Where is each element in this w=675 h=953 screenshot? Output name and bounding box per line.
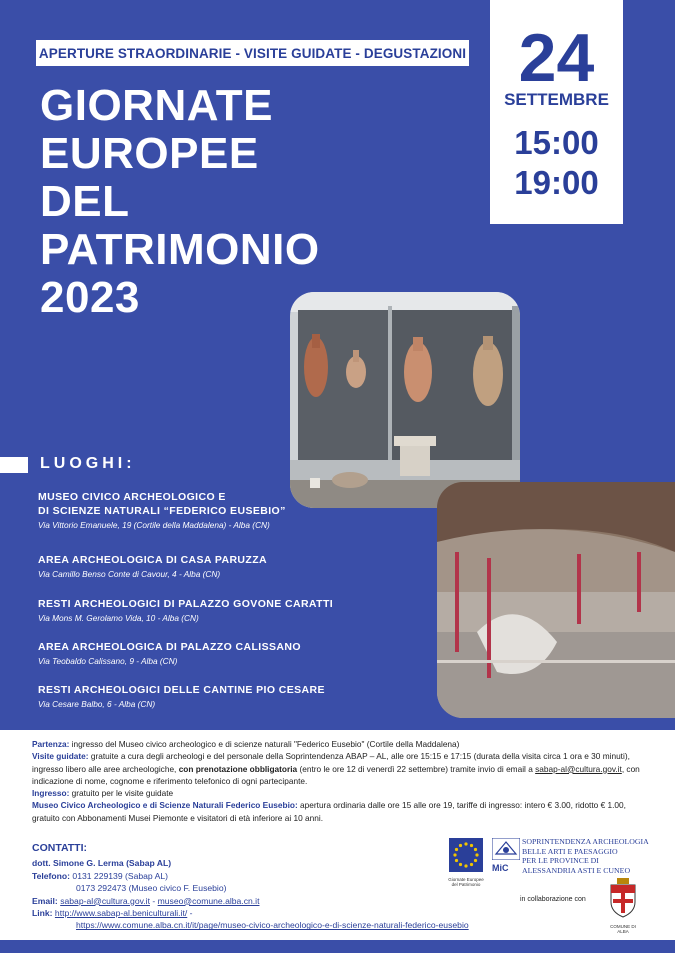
telefono-label: Telefono: [32, 870, 71, 881]
partenza-line [32, 738, 644, 750]
email-link[interactable]: museo@comune.alba.cn.it [157, 895, 260, 906]
soprintendenza-line: PER LE PROVINCE DI [522, 856, 599, 865]
title-line: 2023 [40, 273, 140, 322]
link-label: Link: [32, 908, 53, 919]
event-month: SETTEMBRE [504, 90, 609, 109]
ingresso-text: gratuito per le visite guidate [71, 788, 174, 799]
partenza-text: ingresso del Museo civico archeologico e di scienze naturali "Federico Eusebio" (Cortile della Maddalena) [71, 739, 460, 749]
separator: - [149, 895, 158, 906]
visite-line [32, 750, 644, 787]
soprintendenza-line: ALESSANDRIA ASTI E CUNEO [522, 865, 631, 875]
title-line: GIORNATE [40, 81, 273, 130]
place-name: AREA ARCHEOLOGICA DI CASA PARUZZA [38, 554, 268, 566]
crest-caption: COMUNE DI ALBA [610, 924, 636, 934]
comune-alba-crest [605, 878, 641, 934]
contact-person: dott. Simone G. Lerma (Sabap AL) [32, 858, 172, 869]
event-day: 24 [518, 20, 595, 96]
phone-number: 0173 292473 (Museo civico F. Eusebio) [76, 883, 227, 894]
page-title [40, 82, 400, 322]
mic-label: MiC [492, 863, 509, 873]
date-box [490, 0, 623, 224]
crest-icon [608, 878, 638, 918]
ingresso-label: Ingresso: [32, 788, 70, 799]
visite-email-link[interactable]: sabap-al@cultura.gov.it [535, 763, 622, 774]
partenza-label: Partenza: [32, 739, 70, 749]
collaboration-label: in collaborazione con [520, 896, 586, 903]
event-time-end: 19:00 [514, 164, 599, 201]
phone-number: 0131 229139 (Sabap AL) [72, 870, 168, 881]
web-link[interactable]: http://www.sabap-al.beniculturali.it/ [54, 908, 188, 919]
place-item [38, 640, 301, 666]
visite-text: gratuite a cura degli archeologi e del personale della Soprintendenza ABAP – AL, alle ore 15:15 e 17:15 (durata della visita circa 1 ora e 30 minuti), ingresso libero alle aree archeologiche, [32, 751, 630, 774]
soprintendenza-name [522, 837, 652, 875]
eu-stars-icon [449, 838, 483, 872]
place-name: DI SCIENZE NATURALI “FEDERICO EUSEBIO” [38, 505, 286, 517]
mic-logo [492, 838, 520, 873]
place-address: Via Camillo Benso Conte di Cavour, 4 - Alba (CN) [38, 569, 221, 579]
title-line: DEL [40, 177, 130, 226]
web-link[interactable]: https://www.comune.alba.cn.it/it/page/museo-civico-archeologico-e-di-scienze-naturali-federico-eusebio [76, 920, 469, 931]
museo-label: Museo Civico Archeologico e di Scienze Naturali Federico Eusebio: [32, 800, 298, 811]
soprintendenza-line: BELLE ARTI E PAESAGGIO [522, 846, 618, 856]
visite-text: (entro le ore 12 di venerdì 22 settembre) tramite invio di email a [299, 763, 533, 774]
place-address: Via Teobaldo Calissano, 9 - Alba (CN) [38, 656, 178, 666]
place-name: AREA ARCHEOLOGICA DI PALAZZO CALISSANO [38, 641, 301, 653]
email-label: Email: [32, 895, 58, 906]
bottom-strip [0, 940, 675, 953]
title-line: EUROPEE [40, 129, 259, 178]
ministry-emblem-icon [492, 838, 520, 860]
visite-bold: con prenotazione obbligatoria [178, 763, 298, 774]
email-link[interactable]: sabap-al@cultura.gov.it [60, 895, 150, 906]
luoghi-heading: LUOGHI: [40, 455, 136, 472]
museum-amphorae-photo [290, 292, 520, 508]
info-block [32, 738, 644, 824]
place-address: Via Cesare Balbo, 6 - Alba (CN) [38, 699, 156, 709]
place-item [38, 683, 325, 709]
contacts-block [32, 842, 469, 932]
place-address: Via Vittorio Emanuele, 19 (Cortile della Maddalena) - Alba (CN) [38, 520, 270, 530]
event-banner: APERTURE STRAORDINARIE - VISITE GUIDATE - DEGUSTAZIONI [36, 40, 469, 66]
museo-line [32, 799, 644, 824]
separator: - [187, 908, 193, 919]
place-name: RESTI ARCHEOLOGICI DELLE CANTINE PIO CESARE [38, 684, 325, 696]
event-time-start: 15:00 [514, 124, 599, 161]
luoghi-marker [0, 457, 28, 473]
eu-logo-caption: Giornate Europee del Patrimonio [448, 877, 484, 887]
archaeological-site-photo [437, 482, 675, 718]
visite-label: Visite guidate: [32, 751, 89, 762]
soprintendenza-line: SOPRINTENDENZA ARCHEOLOGIA [522, 837, 649, 846]
place-name: RESTI ARCHEOLOGICI DI PALAZZO GOVONE CARATTI [38, 598, 334, 610]
place-item [38, 490, 286, 530]
contacts-heading: CONTATTI: [32, 842, 88, 854]
visite-text: , con indicazione di nome, cognome e riferimento telefonico di ogni partecipante. [32, 763, 640, 786]
place-address: Via Mons M. Gerolamo Vida, 10 - Alba (CN) [38, 613, 199, 623]
title-line: PATRIMONIO [40, 225, 320, 274]
eu-heritage-logo [446, 838, 486, 886]
ingresso-line [32, 787, 644, 799]
museo-text: apertura ordinaria dalle ore 15 alle ore 19, tariffe di ingresso: intero € 3.00, ridotto € 1.00, gratuito con Abbonamenti Musei Piemonte e visitatori di età inferiore ai 10 anni. [32, 800, 626, 823]
place-item [38, 597, 333, 623]
place-item [38, 553, 267, 579]
place-name: MUSEO CIVICO ARCHEOLOGICO E [38, 491, 226, 503]
